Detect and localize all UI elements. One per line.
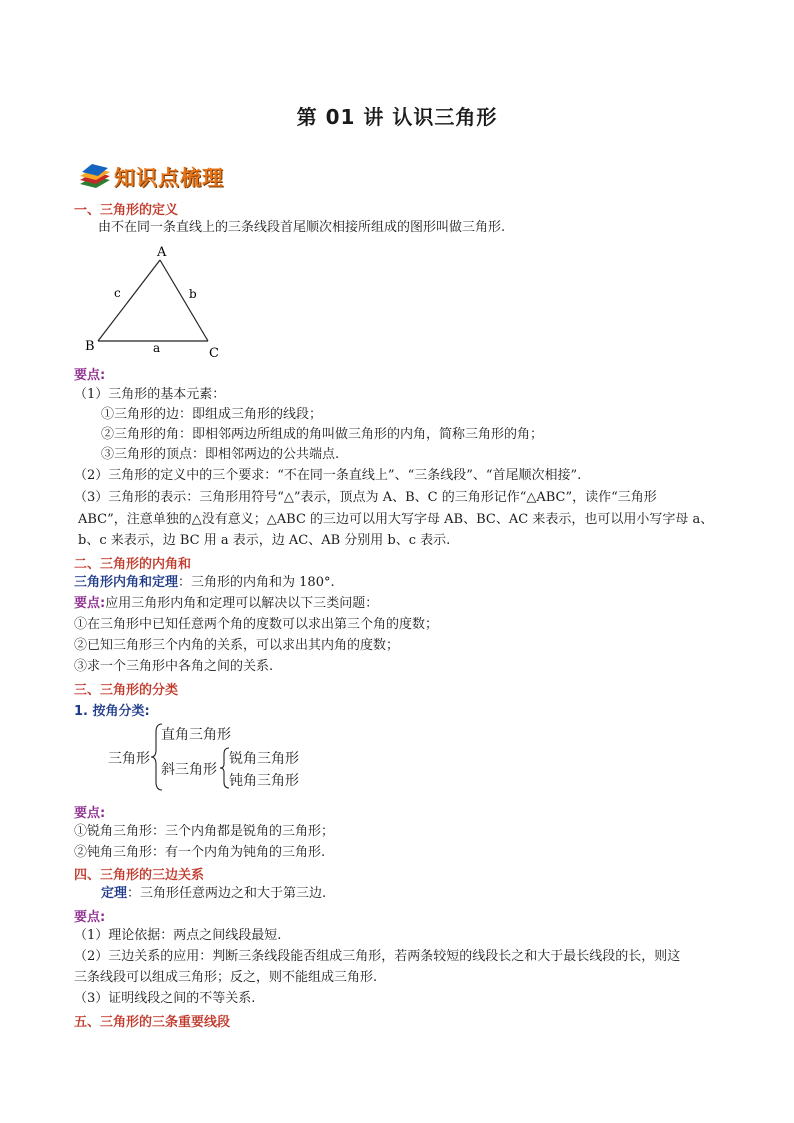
key-label-2: 要点: xyxy=(74,596,106,611)
side-b xyxy=(160,260,208,341)
side-point-2-line2: 三条线段可以组成三角形；反之，则不能组成三角形. xyxy=(74,970,378,985)
side-c xyxy=(98,260,160,341)
point-3-line3: b、c 来表示，边 BC 用 a 表示，边 AC、AB 分别用 b、c 表示. xyxy=(78,533,451,548)
banner-label: 知识点梳理 xyxy=(114,166,224,190)
vertex-C-label: C xyxy=(209,346,219,361)
side-c-label: c xyxy=(114,286,121,300)
books-icon xyxy=(78,162,112,188)
side-a-label: a xyxy=(153,341,161,355)
vertex-B-label: B xyxy=(85,339,95,354)
side-point-3: （3）证明线段之间的不等关系. xyxy=(74,991,256,1006)
use-item-2: ②已知三角形三个内角的关系，可以求出其内角的度数； xyxy=(74,638,400,653)
key-line-2 xyxy=(74,595,378,613)
theorem-text-4: ：三角形任意两边之和大于第三边. xyxy=(127,886,327,901)
theorem-line-4 xyxy=(101,885,326,903)
side-b-label: b xyxy=(189,287,197,301)
point-1: （1）三角形的基本元素： xyxy=(74,387,226,402)
use-item-3: ③求一个三角形中各角之间的关系. xyxy=(74,659,274,674)
key-text-2: 应用三角形内角和定理可以解决以下三类问题： xyxy=(105,596,379,611)
key-label-4: 要点: xyxy=(74,910,106,925)
vertex-A-label: A xyxy=(157,245,167,260)
theorem-label: 三角形内角和定理 xyxy=(74,575,179,590)
theorem-text: ：三角形的内角和为 180°. xyxy=(178,575,335,590)
section-heading-5: 五、三角形的三条重要线段 xyxy=(74,1015,231,1030)
definition-text: 由不在同一条直线上的三条线段首尾顺次相接所组成的图形叫做三角形. xyxy=(98,220,506,235)
theorem-line xyxy=(74,574,335,592)
point-3-line1: （3）三角形的表示：三角形用符号“△”表示，顶点为 A、B、C 的三角形记作“△ABC”，读作“三角形 xyxy=(74,490,657,505)
key-label-3: 要点: xyxy=(74,806,106,821)
class-root: 三角形 xyxy=(108,751,150,767)
class-acute: 锐角三角形 xyxy=(229,751,299,767)
section-heading-3: 三、三角形的分类 xyxy=(74,683,179,698)
side-point-1: （1）理论依据：两点之间线段最短. xyxy=(74,928,282,943)
page-title: 第 01 讲 认识三角形 xyxy=(296,105,498,129)
class-obtuse: 钝角三角形 xyxy=(229,773,299,789)
point-1c: ③三角形的顶点：即相邻两边的公共端点. xyxy=(101,447,340,462)
section-heading-1: 一、三角形的定义 xyxy=(74,203,179,218)
section-heading-2: 二、三角形的内角和 xyxy=(74,557,192,572)
class-right: 直角三角形 xyxy=(161,727,231,743)
use-item-1: ①在三角形中已知任意两个角的度数可以求出第三个角的度数； xyxy=(74,617,439,632)
point-3-line2: ABC”，注意单独的△没有意义；△ABC 的三边可以用大写字母 AB、BC、AC 来表示，也可以用小写字母 a、 xyxy=(78,512,714,527)
point-1b: ②三角形的角：即相邻两边所组成的角叫做三角形的内角，简称三角形的角； xyxy=(101,427,544,442)
point-2: （2）三角形的定义中的三个要求：“不在同一条直线上”、“三条线段”、“首尾顺次相接”. xyxy=(74,468,582,483)
side-point-2-line1: （2）三边关系的应用：判断三条线段能否组成三角形，若两条较短的线段长之和大于最长线段的长，则这 xyxy=(74,949,681,964)
theorem-label-4: 定理 xyxy=(101,886,128,901)
key-label-1: 要点: xyxy=(74,368,106,383)
class-oblique: 斜三角形 xyxy=(161,762,217,778)
acute-note: ①锐角三角形：三个内角都是锐角的三角形； xyxy=(74,824,335,839)
point-1a: ①三角形的边：即组成三角形的线段； xyxy=(101,407,323,422)
triangle-figure xyxy=(80,240,230,365)
section-heading-4: 四、三角形的三边关系 xyxy=(74,868,205,883)
obtuse-note: ②钝角三角形：有一个内角为钝角的三角形. xyxy=(74,845,326,860)
classification-subheading: 1. 按角分类: xyxy=(74,704,150,719)
